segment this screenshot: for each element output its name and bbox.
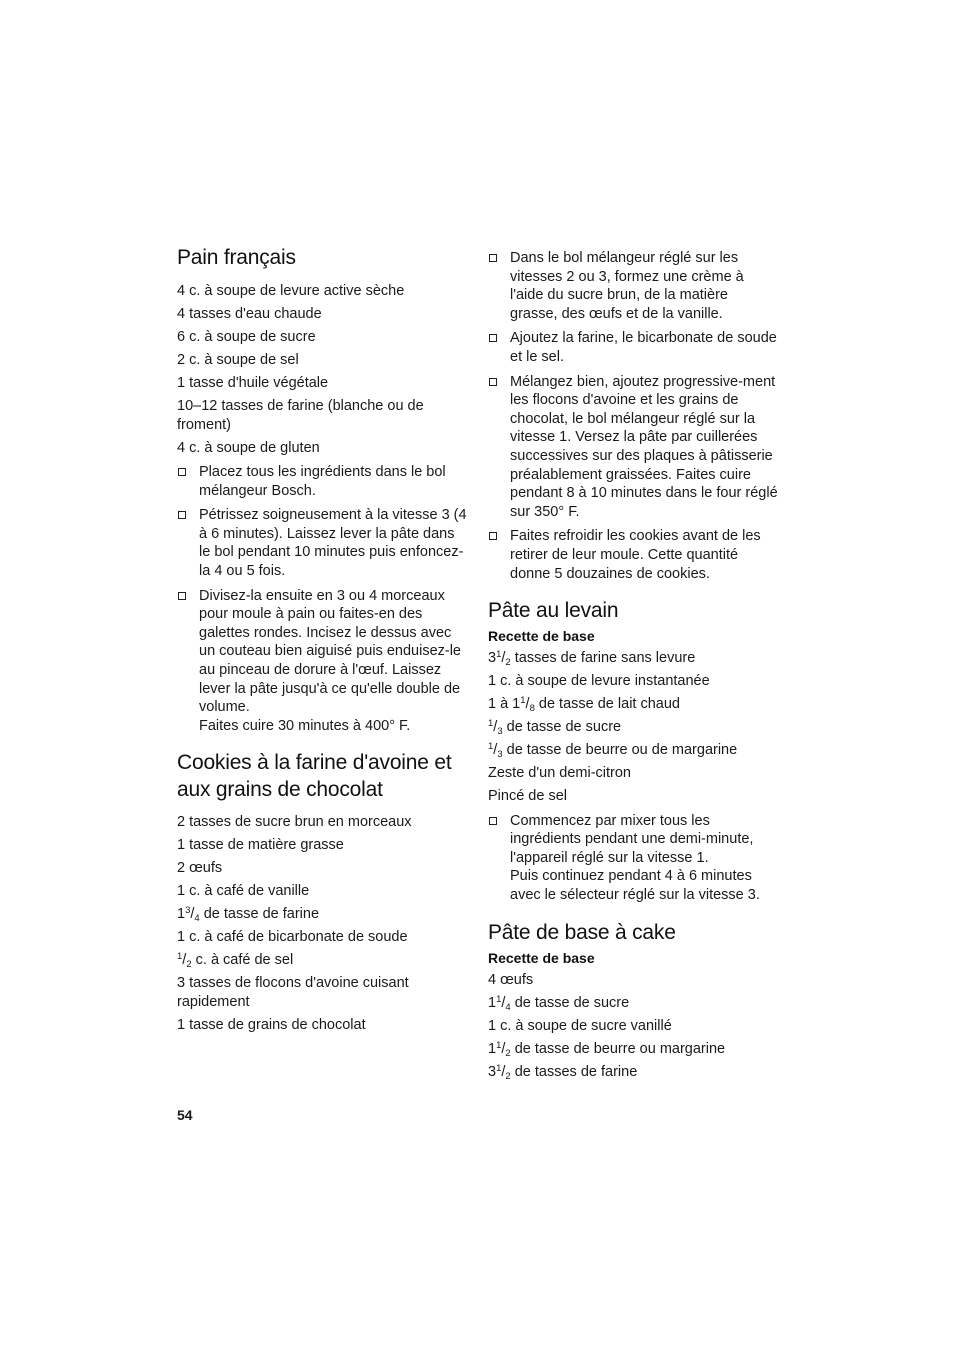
ingredient: 4 tasses d'eau chaude — [177, 306, 322, 322]
step-text: Pétrissez soigneusement à la vitesse 3 (4 à 6 minutes). Laissez lever la pâte dans le bol pendant 10 minutes puis enfoncez-la 4 ou 5 fois. — [199, 507, 467, 579]
step-text: Divisez-la ensuite en 3 ou 4 morceaux pour moule à pain ou faites-en des galettes rondes. Incisez le dessus avec un couteau bien aiguisé puis enduisez-le au pinceau de dorure à l'œuf. Laissez lever la pâte jusqu'à ce qu'elle double de volume. — [199, 587, 461, 716]
checkbox-bullet-icon — [489, 817, 497, 825]
ingredient: 4 c. à soupe de gluten — [177, 439, 320, 456]
ingredient: 2 œufs — [177, 860, 223, 877]
ingredient: $^1/_3$ de tasse de sucre — [488, 718, 622, 738]
step-text: Ajoutez la farine, le bicarbonate de soude et le sel. — [510, 330, 777, 365]
step-item — [488, 527, 778, 583]
step-item — [488, 249, 778, 323]
section-title-pate-levain: Pâte au levain — [488, 599, 619, 623]
ingredient: 10–12 tasses de farine (blanche ou de froment) — [177, 398, 424, 433]
left-column — [177, 244, 467, 1039]
step-text: Faites cuire 30 minutes à 400° F. — [199, 717, 411, 734]
ingredient: 4 œufs — [488, 971, 534, 988]
checkbox-bullet-icon — [178, 511, 186, 519]
ingredient: 6 c. à soupe de sucre — [177, 329, 316, 345]
ingredient: 2 c. à soupe de sel — [177, 352, 299, 368]
step-item — [177, 587, 467, 736]
step-text: Dans le bol mélangeur réglé sur les vitesses 2 ou 3, formez une crème à l'aide du sucre brun, de la matière grasse, des œufs et de la vanille. — [510, 250, 744, 322]
section-title-pain-francais: Pain français — [177, 246, 296, 269]
step-text: Faites refroidir les cookies avant de les retirer de leur moule. Cette quantité donne 5 douzaines de cookies. — [510, 528, 761, 582]
ingredient: 1 c. à café de bicarbonate de soude — [177, 929, 408, 946]
ingredient: $1^3/_4$ de tasse de farine — [177, 905, 320, 925]
checkbox-bullet-icon — [489, 334, 497, 342]
ingredient: $1^1/_2$ de tasse de beurre ou margarine — [488, 1039, 726, 1059]
section-title-cookies: Cookies à la farine d'avoine et aux grains de chocolat — [177, 751, 452, 802]
step-item — [488, 373, 778, 522]
step-text: Puis continuez pendant 4 à 6 minutes avec le sélecteur réglé sur la vitesse 3. — [510, 868, 760, 903]
checkbox-bullet-icon — [178, 468, 186, 476]
ingredient: 1 tasse de matière grasse — [177, 837, 344, 854]
ingredient: Pincé de sel — [488, 788, 567, 805]
ingredient: $3^1/_2$ tasses de farine sans levure — [488, 649, 696, 669]
ingredient: 1 tasse de grains de chocolat — [177, 1016, 366, 1033]
ingredient: $^1/_3$ de tasse de beurre ou de margarine — [488, 741, 738, 761]
step-text: Commencez par mixer tous les ingrédients pendant une demi-minute, l'appareil réglé sur la vitesse 1. — [510, 812, 754, 866]
ingredient: 2 tasses de sucre brun en morceaux — [177, 814, 412, 831]
ingredient: $^1/_2$ c. à café de sel — [177, 951, 294, 971]
step-item — [488, 329, 778, 366]
checkbox-bullet-icon — [489, 378, 497, 386]
section-title-pate-cake: Pâte de base à cake — [488, 920, 676, 944]
ingredient: $1^1/_4$ de tasse de sucre — [488, 993, 630, 1013]
ingredient: 1 à $1^1/_8$ de tasse de lait chaud — [488, 695, 680, 715]
ingredient: Zeste d'un demi-citron — [488, 765, 631, 782]
checkbox-bullet-icon — [178, 592, 186, 600]
checkbox-bullet-icon — [489, 254, 497, 262]
ingredient: 1 c. à café de vanille — [177, 883, 310, 900]
ingredient: 1 tasse d'huile végétale — [177, 375, 329, 391]
ingredient: 1 c. à soupe de levure instantanée — [488, 673, 710, 690]
step-text: Mélangez bien, ajoutez progressive-ment les flocons d'avoine et les grains de chocolat, le bol mélangeur réglé sur la vitesse 1. Versez la pâte par cuillerées successives sur des plaques à pâtisserie préalablement graissées. Faites cuire pendant 8 à 10 minutes dans le four réglé sur 350° F. — [510, 373, 778, 520]
step-item — [177, 506, 467, 580]
checkbox-bullet-icon — [489, 532, 497, 540]
ingredient: 1 c. à soupe de sucre vanillé — [488, 1017, 672, 1034]
ingredient: 3 tasses de flocons d'avoine cuisant rapidement — [177, 975, 409, 1010]
section-subtitle: Recette de base — [488, 949, 595, 966]
ingredient: $3^1/_2$ de tasses de farine — [488, 1062, 638, 1082]
step-item — [177, 463, 467, 500]
step-text: Placez tous les ingrédients dans le bol mélangeur Bosch. — [199, 464, 446, 499]
page-number: 54 — [177, 1107, 193, 1123]
section-subtitle: Recette de base — [488, 628, 595, 645]
right-column — [488, 249, 778, 1086]
step-item — [488, 812, 778, 905]
ingredient: 4 c. à soupe de levure active sèche — [177, 283, 405, 299]
